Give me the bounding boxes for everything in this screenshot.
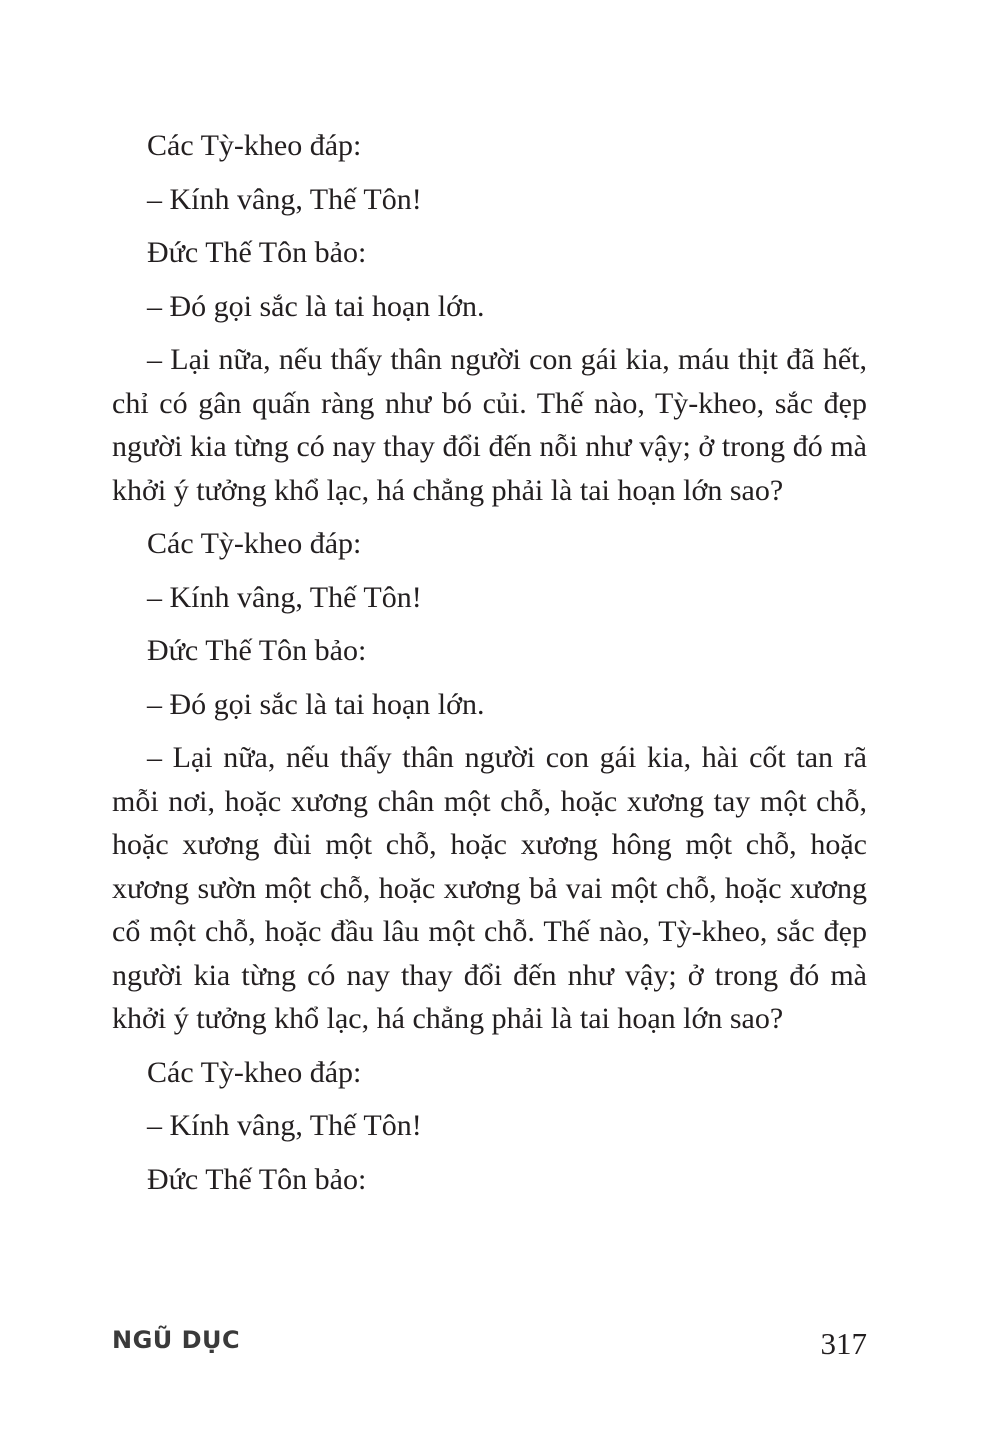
body-text (112, 124, 867, 1201)
paragraph: Đức Thế Tôn bảo: (147, 1162, 367, 1196)
paragraph: Đức Thế Tôn bảo: (147, 236, 367, 269)
paragraph: – Đó gọi sắc là tai hoạn lớn. (147, 289, 485, 323)
paragraph: – Kính vâng, Thế Tôn! (147, 1109, 422, 1142)
paragraph: – Lại nữa, nếu thấy thân người con gái kia, máu thịt đã hết, chỉ có gân quấn ràng như bó củi. Thế nào, Tỳ-kheo, sắc đẹp người kia từng có nay thay đổi đến nỗi như vậy; ở trong đó mà khởi ý tưởng khổ lạc, há chẳng phải là tai hoạn lớn sao? (112, 343, 867, 507)
paragraph: Các Tỳ-kheo đáp: (147, 527, 362, 560)
paragraph: Các Tỳ-kheo đáp: (147, 129, 362, 162)
page-number: 317 (820, 1326, 867, 1361)
running-footer-title: NGŨ DỤC (112, 1326, 241, 1354)
paragraph: – Lại nữa, nếu thấy thân người con gái kia, hài cốt tan rã mỗi nơi, hoặc xương chân một chỗ, hoặc xương tay một chỗ, hoặc xương đùi một chỗ, hoặc xương hông một chỗ, hoặc xương sườn một chỗ, hoặc xương bả vai một chỗ, hoặc xương cổ một chỗ, hoặc đầu lâu một chỗ. Thế nào, Tỳ-kheo, sắc đẹp người kia từng có nay thay đổi đến như vậy; ở trong đó mà khởi ý tưởng khổ lạc, há chẳng phải là tai hoạn lớn sao? (112, 741, 867, 1035)
paragraph: – Kính vâng, Thế Tôn! (147, 580, 422, 614)
paragraph: – Đó gọi sắc là tai hoạn lớn. (147, 687, 485, 721)
paragraph: Các Tỳ-kheo đáp: (147, 1055, 362, 1089)
paragraph: – Kính vâng, Thế Tôn! (147, 182, 422, 216)
paragraph: Đức Thế Tôn bảo: (147, 634, 367, 667)
